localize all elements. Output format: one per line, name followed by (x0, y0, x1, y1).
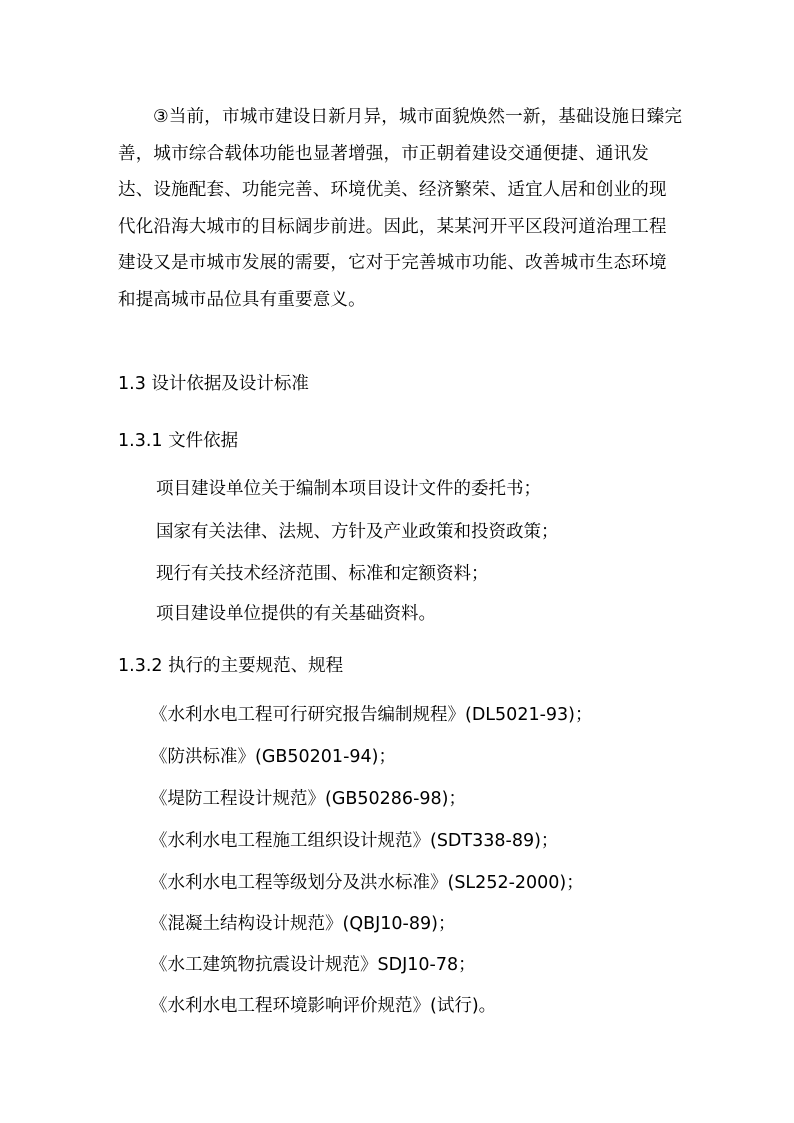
section-heading-1-3-1: 1.3.1 文件依据 (118, 431, 239, 451)
document-basis-item: 现行有关技术经济范围、标准和定额资料； (156, 564, 489, 584)
intro-paragraph (118, 99, 684, 318)
document-basis-item: 项目建设单位提供的有关基础资料。 (156, 604, 436, 624)
standard-item: 《水利水电工程环境影响评价规范》(试行)。 (150, 996, 497, 1016)
section-heading-1-3-2: 1.3.2 执行的主要规范、规程 (118, 656, 344, 676)
intro-paragraph-text: ③当前，市城市建设日新月异，城市面貌焕然一新，基础设施日臻完善，城市综合载体功能也显著增强，市正朝着建设交通便捷、通讯发达、设施配套、功能完善、环境优美、经济繁荣、适宜人居和创业的现代化沿海大城市的目标阔步前进。因此，某某河开平区段河道治理工程建设又是市城市发展的需要，它对于完善城市功能、改善城市生态环境和提高城市品位具有重要意义。 (118, 107, 683, 310)
section-heading-1-3: 1.3 设计依据及设计标准 (118, 374, 309, 394)
standard-item: 《水利水电工程等级划分及洪水标准》(SL252-2000)； (150, 873, 584, 893)
standard-item: 《水工建筑物抗震设计规范》SDJ10-78； (150, 955, 476, 975)
standard-item: 《水利水电工程可行研究报告编制规程》(DL5021-93)； (150, 705, 593, 725)
document-basis-item: 国家有关法律、法规、方针及产业政策和投资政策； (156, 522, 559, 542)
standard-item: 《混凝土结构设计规范》(QBJ10-89)； (150, 914, 456, 934)
standard-item: 《水利水电工程施工组织设计规范》(SDT338-89)； (150, 831, 559, 851)
standard-item: 《堤防工程设计规范》(GB50286-98)； (150, 789, 466, 809)
document-basis-item: 项目建设单位关于编制本项目设计文件的委托书； (156, 479, 541, 499)
standard-item: 《防洪标准》(GB50201-94)； (150, 747, 396, 767)
